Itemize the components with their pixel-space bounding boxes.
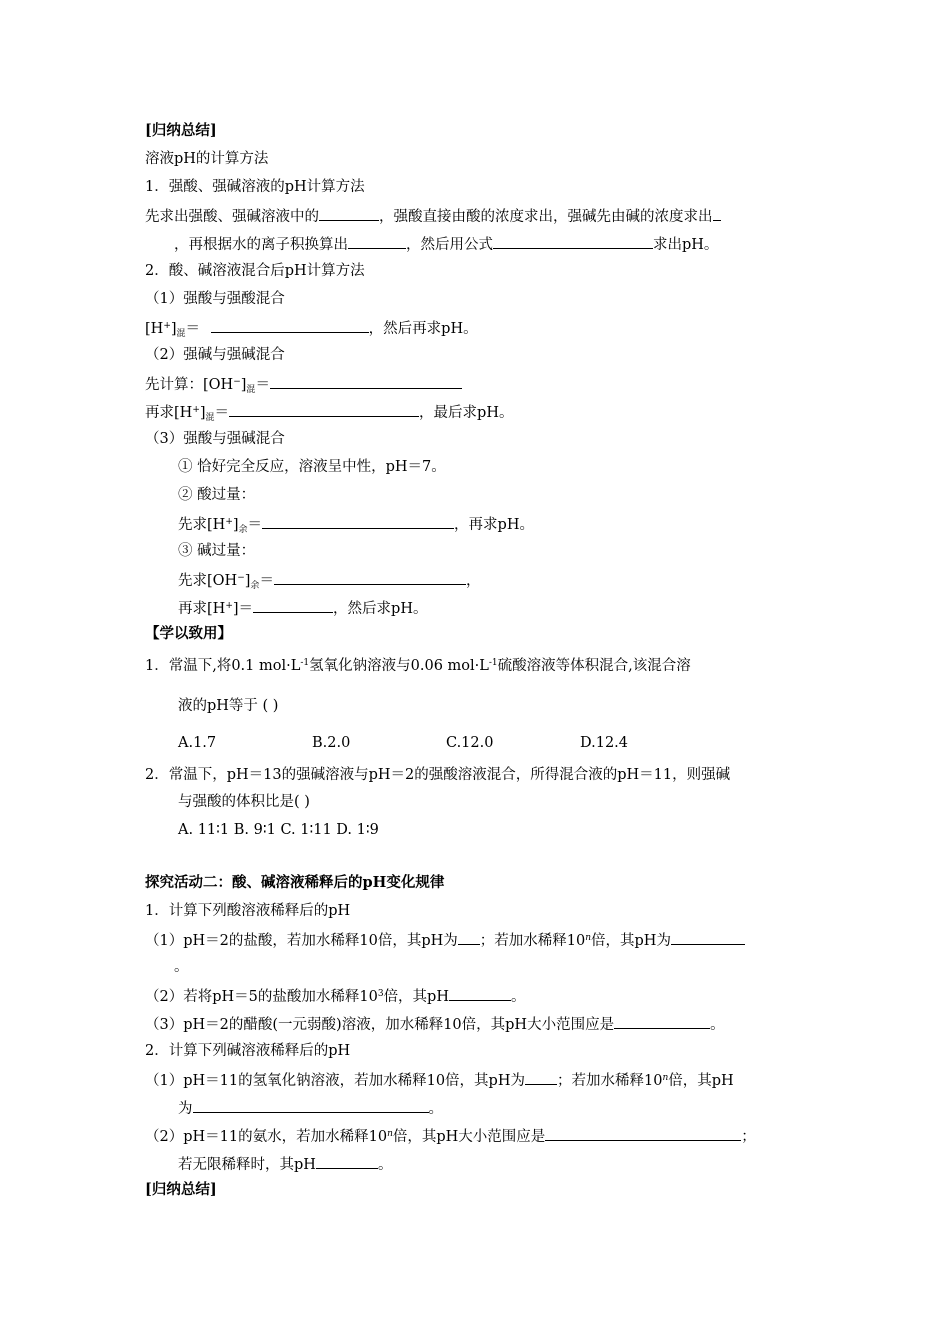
- question-1-line2: 液的pH等于 ( ): [178, 698, 279, 714]
- part2-q2-line2: 若无限稀释时，其pH 。: [178, 1153, 392, 1175]
- part1-title: 1．计算下列酸溶液稀释后的pH: [145, 903, 351, 919]
- summary-title: 溶液pH的计算方法: [145, 151, 269, 167]
- case3-formula2: 再求[H+]＝ ，然后求pH。: [178, 597, 427, 619]
- sub3-title: （3）强酸与强碱混合: [145, 431, 285, 447]
- fill-blank[interactable]: [545, 1125, 741, 1141]
- item1-title: 1．强酸、强碱溶液的pH计算方法: [145, 179, 365, 195]
- fill-blank[interactable]: [193, 1097, 429, 1113]
- sub2-title: （2）强碱与强碱混合: [145, 347, 285, 363]
- question-1-line1: 1．常温下,将0.1 $mol\cdot L^{-1}$氢氧化钠溶液与0.06 $mol\cdot L^{-1}$硫酸溶液等体积混合,该混合溶: [145, 658, 691, 674]
- section-heading-summary2: [归纳总结]: [145, 1181, 217, 1198]
- part2-title: 2．计算下列碱溶液稀释后的pH: [145, 1043, 351, 1059]
- case2-formula: 先求$[H^+]_余=$ ，再求pH。: [178, 513, 534, 535]
- fill-blank[interactable]: [449, 985, 511, 1001]
- fill-blank[interactable]: [458, 929, 480, 945]
- item1-line2: ，再根据水的离子积换算出 ，然后用公式 求出pH。: [174, 233, 718, 255]
- sub1-formula: $[H^+]_混=$ ，然后再求pH。: [145, 317, 478, 339]
- sub1-title: （1）强酸与强酸混合: [145, 291, 285, 307]
- fill-blank[interactable]: [270, 373, 462, 389]
- fill-blank[interactable]: [274, 569, 466, 585]
- case3-formula1: 先求$[OH^-]_余=$ ，: [178, 569, 480, 591]
- question-2-line1: 2．常温下，pH＝13的强碱溶液与pH＝2的强酸溶液混合，所得混合液的pH＝11，则强碱: [145, 767, 731, 783]
- option-a[interactable]: A.1.7: [178, 735, 217, 751]
- sub2-formula2: 再求$[H^+]_混=$ ，最后求pH。: [145, 401, 513, 423]
- question-2-options: A. 11∶1 B. 9∶1 C. 1∶11 D. 1∶9: [178, 822, 379, 838]
- option-d[interactable]: D.12.4: [580, 735, 629, 751]
- fill-blank[interactable]: [229, 401, 419, 417]
- part1-q2: （2）若将pH＝5的盐酸加水稀释$10^3$倍，其pH 。: [145, 985, 526, 1007]
- fill-blank[interactable]: [348, 233, 406, 249]
- fill-blank[interactable]: [316, 1153, 378, 1169]
- fill-blank[interactable]: [713, 205, 721, 221]
- case3-base-excess: ③ 碱过量：: [178, 543, 256, 559]
- case1-neutral: ① 恰好完全反应，溶液呈中性，pH＝7。: [178, 459, 446, 475]
- part1-q1-line1: （1）pH＝2的盐酸，若加水稀释10倍，其pH为 ；若加水稀释10$^n$倍，其pH为: [145, 929, 745, 951]
- fill-blank[interactable]: [262, 513, 454, 529]
- case2-acid-excess: ② 酸过量：: [178, 487, 256, 503]
- item1-line1: 先求出强酸、强碱溶液中的 ，强酸直接由酸的浓度求出，强碱先由碱的浓度求出: [145, 205, 721, 227]
- fill-blank[interactable]: [493, 233, 653, 249]
- fill-blank[interactable]: [671, 929, 745, 945]
- part2-q1-line2: 为 。: [178, 1097, 443, 1119]
- option-b[interactable]: B.2.0: [312, 735, 351, 751]
- part2-q1-line1: （1）pH＝11的氢氧化钠溶液，若加水稀释10倍，其pH为 ；若加水稀释10$^n$倍，其pH: [145, 1069, 734, 1091]
- fill-blank[interactable]: [614, 1013, 710, 1029]
- question-1-options: [178, 733, 628, 753]
- part1-q3: （3）pH＝2的醋酸(一元弱酸)溶液，加水稀释10倍，其pH大小范围应是 。: [145, 1013, 725, 1035]
- fill-blank[interactable]: [211, 317, 369, 333]
- question-2-line2: 与强酸的体积比是( ): [178, 794, 310, 810]
- item2-title: 2．酸、碱溶液混合后pH计算方法: [145, 263, 365, 279]
- fill-blank[interactable]: [253, 597, 333, 613]
- fill-blank[interactable]: [525, 1069, 557, 1085]
- sub2-formula1: 先计算：$[OH^-]_混=$: [145, 373, 462, 395]
- option-c[interactable]: C.12.0: [446, 735, 494, 751]
- fill-blank[interactable]: [319, 205, 379, 221]
- section-heading-activity2: 探究活动二：酸、碱溶液稀释后的pH变化规律: [145, 874, 445, 891]
- section-heading-apply: 【学以致用】: [145, 625, 232, 642]
- part1-q1-line2: 。: [174, 959, 189, 975]
- part2-q2-line1: （2）pH＝11的氨水，若加水稀释10$^n$倍，其pH大小范围应是 ；: [145, 1125, 756, 1147]
- section-heading-summary: [归纳总结]: [145, 122, 217, 139]
